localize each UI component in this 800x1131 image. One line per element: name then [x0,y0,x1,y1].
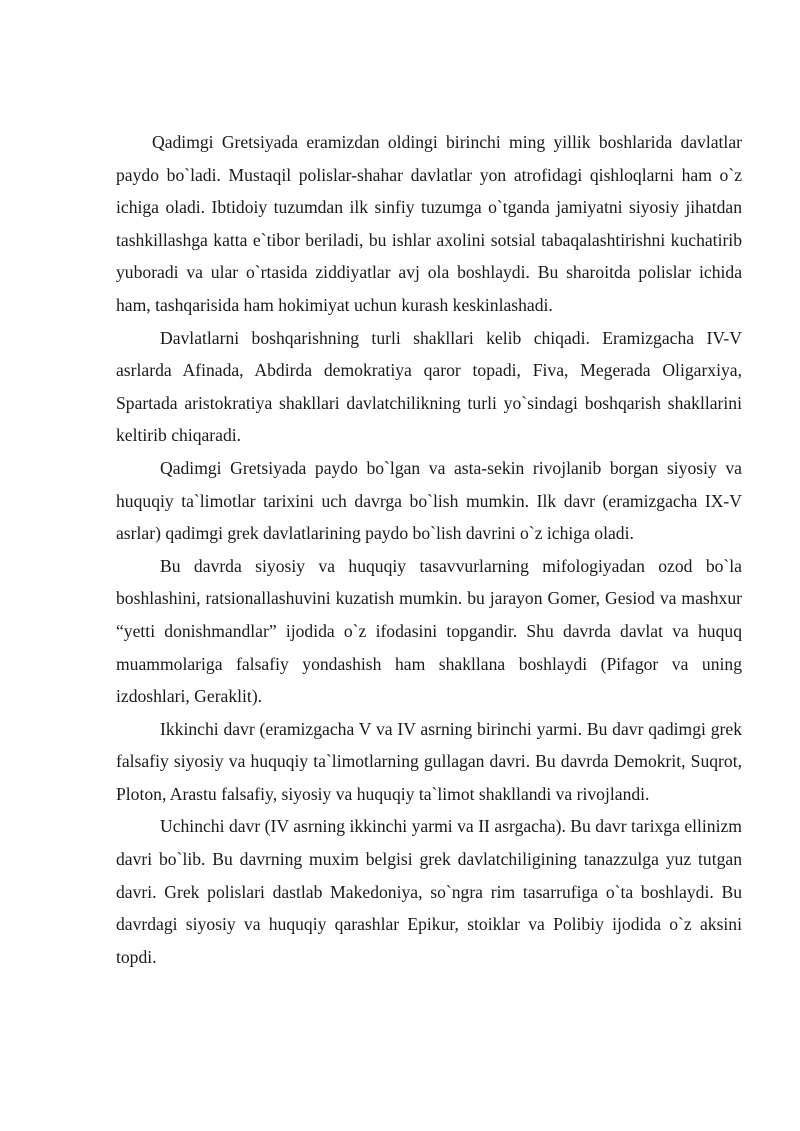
paragraph-2: Davlatlarni boshqarishning turli shakllari kelib chiqadi. Eramizgacha IV-V asrlarda Afinada, Abdirda demokratiya qaror topadi, Fiva, Megerada Oligarxiya, Spartada aristokratiya shakllari davlatchilikning turli yo`sindagi boshqarish shakllarini keltirib chiqaradi. [116,327,742,446]
paragraph-6: Uchinchi davr (IV asrning ikkinchi yarmi va II asrgacha). Bu davr tarixga ellinizm davri bo`lib. Bu davrning muxim belgisi grek davlatchiligining tanazzulga yuz tutgan davri. Grek polislari dastlab Makedoniya, so`ngra rim tasarrufiga o`ta boshlaydi. Bu davrdagi siyosiy va huquqiy qarashlar Epikur, stoiklar va Polibiy ijodida o`z aksini topdi. [116,816,742,967]
paragraph-3: Qadimgi Gretsiyada paydo bo`lgan va asta-sekin rivojlanib borgan siyosiy va huquqiy ta`limotlar tarixini uch davrga bo`lish mumkin. Ilk davr (eramizgacha IX-V asrlar) qadimgi grek davlatlarining paydo bo`lish davrini o`z ichiga oladi. [116,457,742,544]
document-body [116,126,742,973]
paragraph-4: Bu davrda siyosiy va huquqiy tasavvurlarning mifologiyadan ozod bo`la boshlashini, ratsionallashuvini kuzatish mumkin. bu jarayon Gomer, Gesiod va mashxur “yetti donishmandlar” ijodida o`z ifodasini topgandir. Shu davrda davlat va huquq muammolariga falsafiy yondashish ham shakllana boshlaydi (Pifagor va uning izdoshlari, Geraklit). [116,555,742,707]
paragraph-1: Qadimgi Gretsiyada eramizdan oldingi birinchi ming yillik boshlarida davlatlar paydo bo`ladi. Mustaqil polislar-shahar davlatlar yon atrofidagi qishloqlarni ham o`z ichiga oladi. Ibtidoiy tuzumdan ilk sinfiy tuzumga o`tganda jamiyatni siyosiy jihatdan tashkillashga katta e`tibor beriladi, bu ishlar axolini sotsial tabaqalashtirishni kuchatirib yuboradi va ular o`rtasida ziddiyatlar avj ola boshlaydi. Bu sharoitda polislar ichida ham, tashqarisida ham hokimiyat uchun kurash keskinlashadi. [116,132,742,315]
paragraph-5: Ikkinchi davr (eramizgacha V va IV asrning birinchi yarmi. Bu davr qadimgi grek falsafiy siyosiy va huquqiy ta`limotlarning gullagan davri. Bu davrda Demokrit, Suqrot, Ploton, Arastu falsafiy, siyosiy va huquqiy ta`limot shakllandi va rivojlandi. [116,718,742,804]
